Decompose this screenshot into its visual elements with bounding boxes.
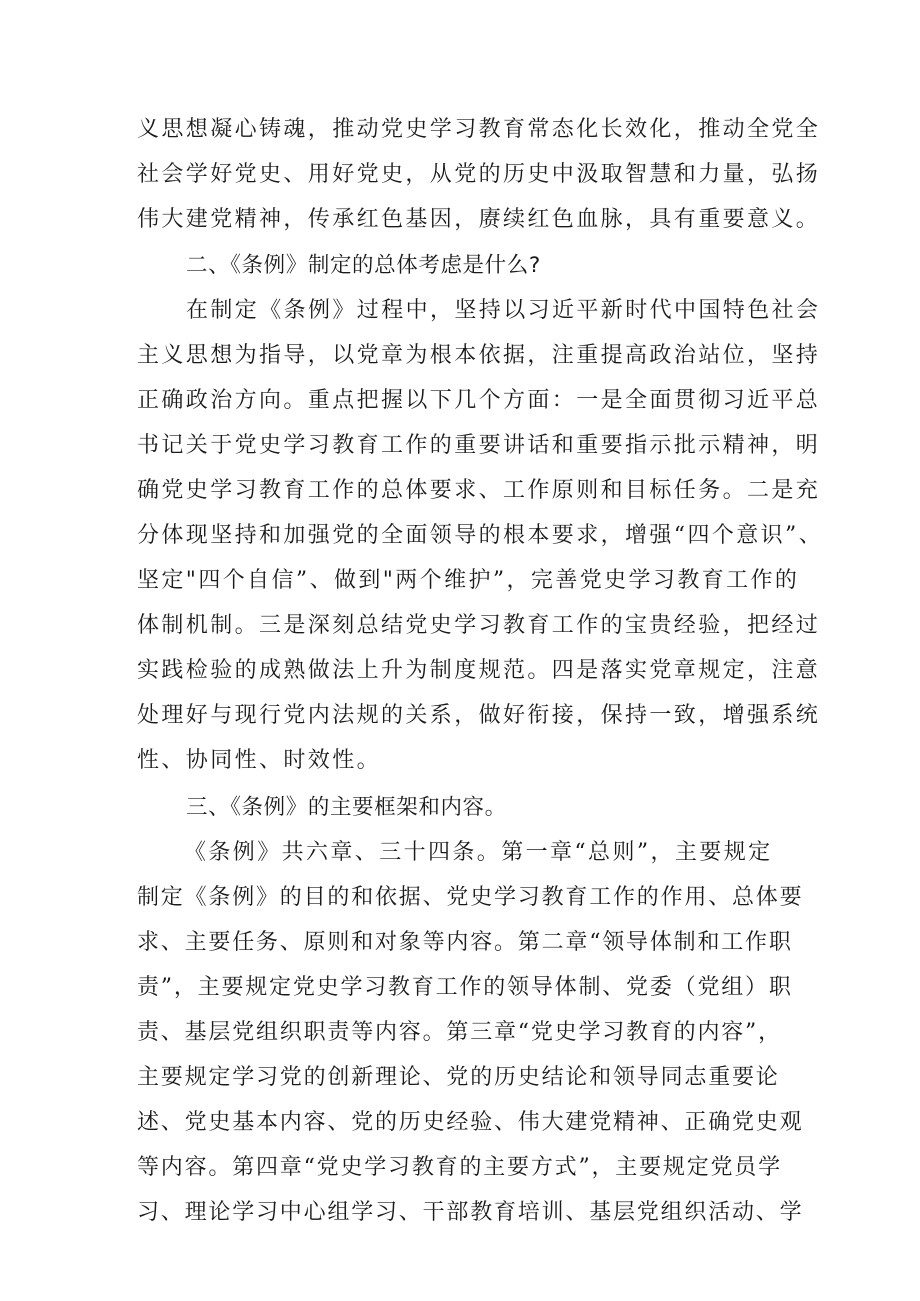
paragraph-2-line-2: 主义思想为指导，以党章为根本依据，注重提高政治站位，坚持 [137, 343, 821, 368]
paragraph-2-line-9: 实践检验的成熟做法上升为制度规范。四是落实党章规定，注意 [137, 658, 821, 683]
paragraph-1-line-1: 义思想凝心铸魂，推动党史学习教育常态化长效化，推动全党全 [137, 117, 821, 142]
paragraph-2-line-4: 书记关于党史学习教育工作的重要讲话和重要指示批示精神，明 [137, 433, 821, 458]
paragraph-3-line-9: 习、理论学习中心组学习、干部教育培训、基层党组织活动、学 [137, 1200, 804, 1225]
paragraph-3-line-4: 责”，主要规定党史学习教育工作的领导体制、党委（党组）职 [137, 975, 793, 1000]
paragraph-3-line-2: 制定《条例》的目的和依据、党史学习教育工作的作用、总体要 [137, 885, 804, 910]
paragraph-2-line-1: 在制定《条例》过程中，坚持以习近平新时代中国特色社会 [186, 298, 821, 323]
paragraph-1-line-2: 社会学好党史、用好党史，从党的历史中汲取智慧和力量，弘扬 [137, 162, 821, 187]
paragraph-2-line-8: 体制机制。三是深刻总结党史学习教育工作的宝贵经验，把经过 [137, 613, 821, 638]
paragraph-3-line-5: 责、基层党组织职责等内容。第三章“党史学习教育的内容”， [137, 1020, 782, 1045]
paragraph-2-line-7: 坚定"四个自信”、做到"两个维护”，完善党史学习教育工作的 [137, 568, 800, 593]
paragraph-3-line-7: 述、党史基本内容、党的历史经验、伟大建党精神、正确党史观 [137, 1110, 804, 1135]
paragraph-2-line-10: 处理好与现行党内法规的关系，做好衔接，保持一致，增强系统 [137, 703, 821, 728]
paragraph-2-line-5: 确党史学习教育工作的总体要求、工作原则和目标任务。二是充 [137, 478, 821, 503]
section-heading-2: 二、《条例》制定的总体考虑是什么? [186, 253, 541, 278]
paragraph-3-line-8: 等内容。第四章“党史学习教育的主要方式”，主要规定党员学 [137, 1155, 782, 1180]
paragraph-1-line-3: 伟大建党精神，传承红色基因，赓续红色血脉，具有重要意义。 [137, 207, 821, 232]
paragraph-2-line-3: 正确政治方向。重点把握以下几个方面：一是全面贯彻习近平总 [137, 388, 821, 413]
paragraph-3-line-3: 求、主要任务、原则和对象等内容。第二章“领导体制和工作职 [137, 930, 793, 955]
section-heading-3: 三、《条例》的主要框架和内容。 [186, 795, 507, 820]
paragraph-2-line-6: 分体现坚持和加强党的全面领导的根本要求，增强“四个意识”、 [137, 523, 824, 548]
paragraph-3-line-1: 《条例》共六章、三十四条。第一章“总则”，主要规定 [184, 840, 773, 865]
paragraph-3-line-6: 主要规定学习党的创新理论、党的历史结论和领导同志重要论 [137, 1065, 780, 1090]
paragraph-2-line-11: 性、协同性、时效性。 [137, 748, 382, 773]
